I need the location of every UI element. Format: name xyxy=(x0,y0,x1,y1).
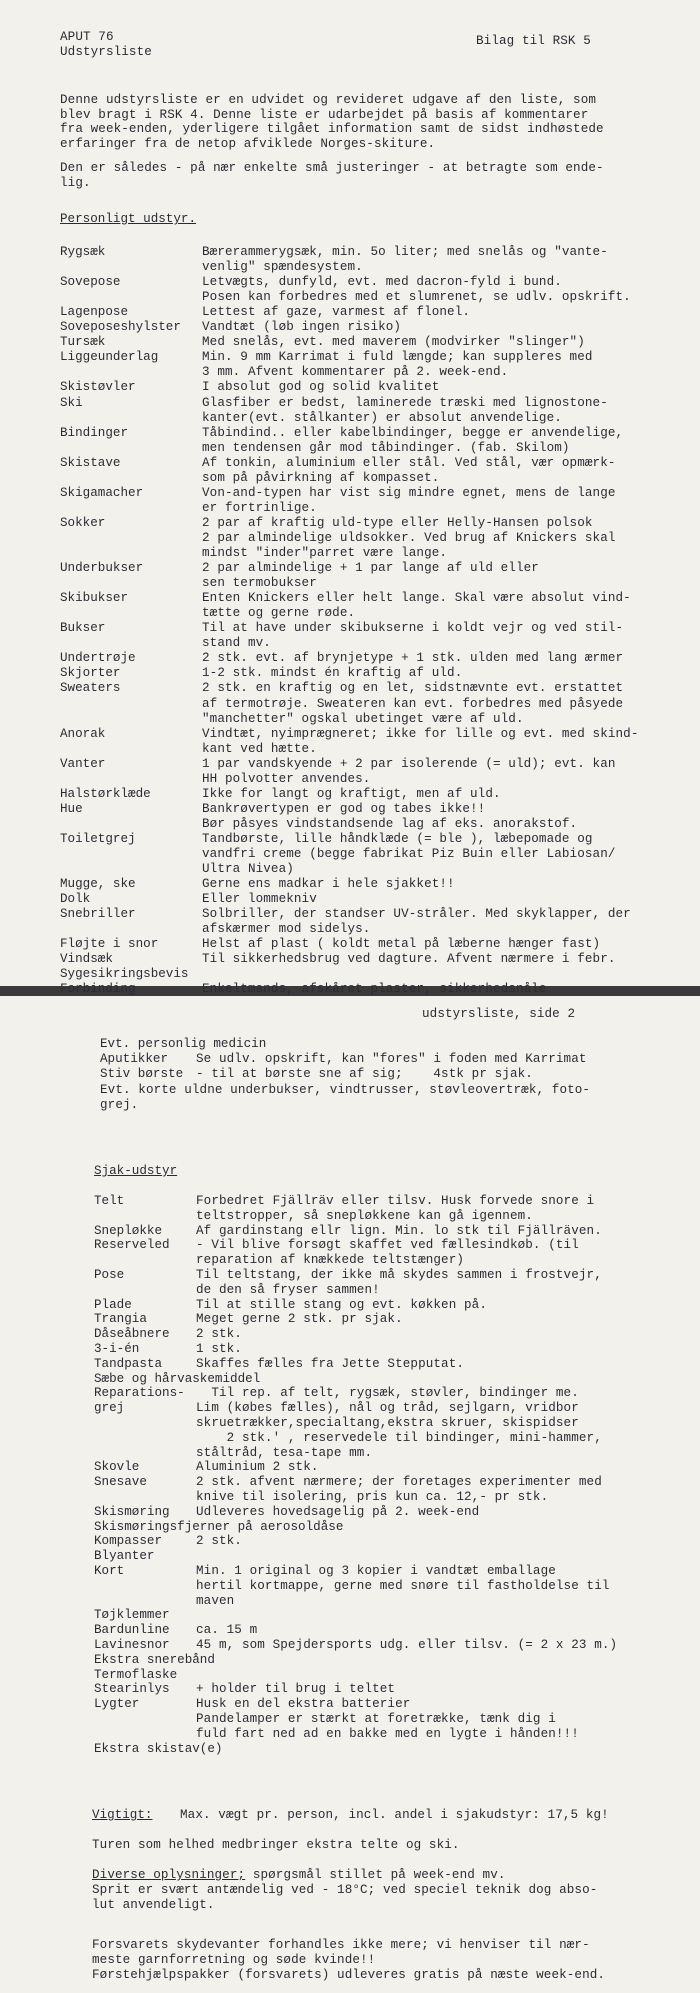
item-description: 2 stk. afvent nærmere; der foretages experimenter med xyxy=(196,1475,602,1490)
item-description: Til at stille stang og evt. køkken på. xyxy=(196,1297,487,1312)
item-label: Kort xyxy=(94,1564,125,1578)
item-label: Lavinesnor xyxy=(94,1638,170,1652)
item-label: Bukser xyxy=(60,621,106,636)
item-label: Snebriller xyxy=(60,907,136,922)
extra-line: Evt. korte uldne underbukser, vindtrusser, støvleovertræk, foto- xyxy=(100,1083,591,1097)
item-description: Letvægts, dunfyld, evt. med dacron-fyld i bund. xyxy=(202,275,562,290)
item-description: "manchetter" ogskal ubetinget være af uld. xyxy=(202,711,524,726)
item-description: 2 stk. xyxy=(196,1327,242,1342)
item-label: Sæbe og hårvaskemiddel xyxy=(94,1371,261,1386)
item-description: Min. 9 mm Karrimat i fuld længde; kan suppleres med xyxy=(202,350,593,365)
item-description: - Vil blive forsøgt skaffet ved fællesindkøb. (til xyxy=(196,1238,579,1253)
item-description: Udleveres hovedsagelig på 2. week-end xyxy=(196,1504,480,1519)
intro-line: fra week-enden, yderligere tilgået information samt de sidst indhøstede xyxy=(60,122,604,136)
item-description: ca. 15 m xyxy=(196,1623,258,1638)
item-description: Gerne ens madkar i hele sjakket!! xyxy=(202,877,455,892)
section-title-sjak: Sjak-udstyr xyxy=(94,1164,178,1178)
item-description: fuld fart ned ad en bakke med en lygte i hånden!!! xyxy=(196,1726,579,1741)
item-description: er fortrinlige. xyxy=(202,500,317,515)
intro-line: lig. xyxy=(60,176,91,190)
page-two-header: udstyrsliste, side 2 xyxy=(422,1007,576,1021)
item-description: Til at have under skibukserne i koldt vejr og ved stil- xyxy=(202,621,624,636)
item-label: Sokker xyxy=(60,515,106,530)
item-label: Sygesikringsbevis xyxy=(60,967,189,982)
item-label: Bindinger xyxy=(60,425,129,440)
item-description: men tendensen går mod tåbindinger. (fab. Skilom) xyxy=(202,440,570,455)
item-description: Til teltstang, der ikke må skydes sammen i frostvejr, xyxy=(196,1268,602,1282)
diverse-line xyxy=(92,1868,506,1883)
intro-line: blev bragt i RSK 4. Denne liste er udarbejdet på basis af kommentarer xyxy=(60,108,589,122)
item-label: Skistave xyxy=(60,455,121,470)
item-label: Ekstra skistav(e) xyxy=(94,1741,223,1756)
item-description: 1-2 stk. mindst én kraftig af uld. xyxy=(202,666,463,681)
item-label: Tandpasta xyxy=(94,1356,163,1371)
item-description: ståltråd, tesa-tape mm. xyxy=(196,1445,373,1460)
diverse-label: Diverse oplysninger; xyxy=(92,1868,246,1882)
item-description: Skaffes fælles fra Jette Stepputat. xyxy=(196,1356,465,1371)
item-description: 2 par af kraftig uld-type eller Helly-Hansen polsok xyxy=(202,515,593,530)
item-label: Telt xyxy=(94,1194,125,1208)
item-label: Ekstra snerebånd xyxy=(94,1652,215,1667)
intro-line: Den er således - på nær enkelte små justeringer - at betragte som ende- xyxy=(60,161,604,175)
item-label: 3-i-én xyxy=(94,1342,140,1356)
item-description: knive til isolering, pris kun ca. 12,- pr stk. xyxy=(196,1490,549,1504)
item-description: 2 stk. en kraftig og en let, sidstnævnte evt. erstattet xyxy=(202,681,624,696)
item-description: Til rep. af telt, rygsæk, støvler, bindinger me. xyxy=(196,1386,579,1401)
item-description: 45 m, som Spejdersports udg. eller tilsv. (= 2 x 23 m.) xyxy=(196,1638,618,1652)
item-label: grej xyxy=(94,1401,125,1416)
item-description: 2 par almindelige + 1 par lange af uld eller xyxy=(202,561,539,576)
item-label: Skismøringsfjerner på aerosoldåse xyxy=(94,1519,344,1534)
intro-line: erfaringer fra de netop afviklede Norges-skiture. xyxy=(60,137,436,151)
item-label: Skovle xyxy=(94,1460,140,1475)
item-label: Termoflaske xyxy=(94,1667,178,1682)
item-description: 2 par almindelige uldsokker. Ved brug af Knickers skal xyxy=(202,530,616,545)
item-description: Posen kan forbedres med et slumrenet, se udlv. opskrift. xyxy=(202,290,631,305)
item-label: Trangia xyxy=(94,1312,147,1327)
item-description: maven xyxy=(196,1593,235,1608)
item-label: Kompasser xyxy=(94,1534,163,1549)
item-description: Bør påsyes vindstandsende lag af eks. anorakstof. xyxy=(202,816,578,831)
item-description: Til sikkerhedsbrug ved dagture. Afvent nærmere i febr. xyxy=(202,952,616,967)
item-label: Skismøring xyxy=(94,1504,170,1519)
item-label: Reparations- xyxy=(94,1386,185,1401)
item-description: I absolut god og solid kvalitet xyxy=(202,380,440,395)
item-description: hertil kortmappe, gerne med snøre til fastholdelse til xyxy=(196,1578,610,1593)
item-description: Af tonkin, aluminium eller stål. Ved stål, vær opmærk- xyxy=(202,455,616,470)
page-two xyxy=(0,996,700,1993)
item-description: skruetrækker,specialtang,ekstra skruer, skispidser xyxy=(196,1416,579,1430)
item-label: Mugge, ske xyxy=(60,877,136,892)
item-label: Plade xyxy=(94,1297,132,1312)
item-description: 3 mm. Afvent kommentarer på 2. week-end. xyxy=(202,365,509,380)
item-description: teltstropper, så snepløkkene kan gå igennem. xyxy=(196,1208,533,1223)
item-label: Dåseåbnere xyxy=(94,1327,170,1342)
intro-line: Denne udstyrsliste er en udvidet og revideret udgave af den liste, som xyxy=(60,93,597,107)
important-label: Vigtigt: xyxy=(92,1808,153,1822)
item-label: Halstørklæde xyxy=(60,786,151,801)
item-label: Snesave xyxy=(94,1475,147,1490)
item-description: af termotrøje. Sweateren kan evt. forbedres med påsyede xyxy=(202,696,624,711)
item-description: Vindtæt, nyimprægneret; ikke for lille og evt. med skind- xyxy=(202,726,639,741)
item-description: Bærerammerygsæk, min. 5o liter; med snelås og "vante- xyxy=(202,245,608,259)
item-description: Ikke for langt og kraftigt, men af uld. xyxy=(202,786,501,801)
section-title-personal: Personligt udstyr. xyxy=(60,212,197,226)
item-label: Snepløkke xyxy=(94,1223,163,1238)
item-label: Skistøvler xyxy=(60,380,136,395)
item-label: Undertrøje xyxy=(60,651,136,666)
item-label: Anorak xyxy=(60,726,106,741)
item-description: Glasfiber er bedst, laminerede træski med lignostone- xyxy=(202,395,608,410)
item-description: afskærmer mod sidelys. xyxy=(202,922,371,937)
item-description: Se udlv. opskrift, kan "fores" i foden med Karrimat xyxy=(196,1052,587,1066)
doc-title: Udstyrsliste xyxy=(60,45,152,59)
item-label: Rygsæk xyxy=(60,245,106,259)
item-description: Tandbørste, lille håndklæde (= ble ), læbepomade og xyxy=(202,831,593,846)
item-label: Skigamacher xyxy=(60,485,144,500)
item-label: Ski xyxy=(60,395,83,410)
item-label: Fløjte i snor xyxy=(60,937,159,952)
item-description: Ultra Nivea) xyxy=(202,862,294,877)
forsvar-line: Forsvarets skydevanter forhandles ikke mere; vi henviser til nær- xyxy=(92,1938,590,1952)
item-label: Bardunline xyxy=(94,1623,170,1638)
item-description: Bankrøvertypen er god og tabes ikke!! xyxy=(202,801,486,816)
item-description: + holder til brug i teltet xyxy=(196,1682,396,1697)
item-description: stand mv. xyxy=(202,636,271,651)
item-label: Vindsæk xyxy=(60,952,113,967)
item-label: Forbinding xyxy=(60,982,136,997)
item-description: 2 stk. evt. af brynjetype + 1 stk. ulden med lang ærmer xyxy=(202,651,624,666)
item-description: venlig" spændesystem. xyxy=(202,260,363,275)
item-description: 1 par vandskyende + 2 par isolerende (= uld); evt. kan xyxy=(202,756,616,771)
item-label: Aputikker xyxy=(100,1052,169,1066)
item-description: Husk en del ekstra batterier xyxy=(196,1697,411,1712)
item-label: Blyanter xyxy=(94,1549,155,1564)
item-description: de den så fryser sammen! xyxy=(196,1282,380,1297)
item-description: Min. 1 original og 3 kopier i vandtæt emballage xyxy=(196,1564,556,1578)
item-description: Eller lommekniv xyxy=(202,892,317,907)
doc-code: APUT 76 xyxy=(60,30,114,44)
forsvar-line: meste garnforretning og søde kvinde!! xyxy=(92,1953,376,1967)
item-description: Pandelamper er stærkt at foretrække, tænk dig i xyxy=(196,1712,556,1726)
item-label: Soveposeshylster xyxy=(60,320,181,335)
important-text: Max. vægt pr. person, incl. andel i sjakudstyr: 17,5 kg! xyxy=(180,1808,609,1822)
item-description: 1 stk. xyxy=(196,1342,242,1356)
item-description: Enten Knickers eller helt lange. Skal være absolut vind- xyxy=(202,591,631,606)
item-description: Tåbindind.. eller kabelbindinger, begge er anvendelige, xyxy=(202,425,624,440)
item-description: som på påvirkning af kompasset. xyxy=(202,470,440,485)
item-description: 2 stk. xyxy=(196,1534,242,1549)
item-description: kanter(evt. stålkanter) er absolut anvendelige. xyxy=(202,410,562,425)
item-label: Lagenpose xyxy=(60,305,129,320)
item-label: Tøjklemmer xyxy=(94,1608,170,1623)
item-label: Underbukser xyxy=(60,561,144,576)
annex-label: Bilag til RSK 5 xyxy=(476,34,591,48)
item-label: Tursæk xyxy=(60,335,106,350)
item-description: Forbedret Fjällräv eller tilsv. Husk forvede snore i xyxy=(196,1194,595,1208)
item-description: Enkeltmands, afskåret plaster, sikkerhedsnåle xyxy=(202,982,547,997)
sprit-line: Sprit er svært antændelig ved - 18°C; ved speciel teknik dog abso- xyxy=(92,1883,598,1897)
item-description: 2 stk.' , reservedele til bindinger, mini-hammer, xyxy=(196,1430,602,1445)
item-description: tætte og gerne røde. xyxy=(202,606,356,621)
forsvar-line: Førstehjælpspakker (forsvarets) udleveres gratis på næste week-end. xyxy=(92,1968,606,1982)
item-description: Lettest af gaze, varmest af flonel. xyxy=(202,305,471,320)
item-description: HH polvotter anvendes. xyxy=(202,771,371,786)
item-description: mindst "inder"parret være lange. xyxy=(202,546,448,560)
item-description: Af gardinstang ellr lign. Min. lo stk til Fjällräven. xyxy=(196,1223,602,1238)
item-label: Stearinlys xyxy=(94,1682,170,1697)
item-label: Hue xyxy=(60,801,83,816)
item-label: Sweaters xyxy=(60,681,121,696)
item-description: Helst af plast ( koldt metal på læberne hænger fast) xyxy=(202,937,601,952)
item-label: Evt. personlig medicin xyxy=(100,1037,267,1051)
sprit-line: lut anvendeligt. xyxy=(92,1898,215,1912)
item-description: Lim (købes fælles), nål og tråd, sejlgarn, vridbor xyxy=(196,1401,579,1416)
item-description: Meget gerne 2 stk. pr sjak. xyxy=(196,1312,403,1327)
item-description: Vandtæt (løb ingen risiko) xyxy=(202,320,402,335)
item-label: Vanter xyxy=(60,756,106,771)
item-description: Aluminium 2 stk. xyxy=(196,1460,319,1475)
item-label: Sovepose xyxy=(60,275,121,290)
item-label: Reserveled xyxy=(94,1238,170,1253)
item-description: reparation af knækkede teltstænger) xyxy=(196,1253,465,1268)
item-description: - til at børste sne af sig; 4stk pr sjak. xyxy=(196,1067,533,1081)
extra-line: grej. xyxy=(100,1098,139,1112)
item-label: Stiv børste xyxy=(100,1067,184,1081)
item-description: Solbriller, der standser UV-stråler. Med skyklapper, der xyxy=(202,907,631,922)
item-label: Toiletgrej xyxy=(60,831,136,846)
diverse-rest: spørgsmål stillet på week-end mv. xyxy=(245,1868,506,1882)
item-label: Lygter xyxy=(94,1697,140,1712)
item-label: Skibukser xyxy=(60,591,129,606)
item-description: kant ved hætte. xyxy=(202,741,317,756)
item-description: Von-and-typen har vist sig mindre egnet, mens de lange xyxy=(202,485,616,500)
item-label: Liggeunderlag xyxy=(60,350,159,365)
item-label: Skjorter xyxy=(60,666,121,681)
item-label: Pose xyxy=(94,1268,125,1282)
item-description: vandfri creme (begge fabrikat Piz Buin eller Labiosan/ xyxy=(202,847,616,861)
item-label: Dolk xyxy=(60,892,91,907)
item-description: Med snelås, evt. med maverem (modvirker "slinger") xyxy=(202,335,585,350)
turen-line: Turen som helhed medbringer ekstra telte og ski. xyxy=(92,1838,460,1852)
item-description: sen termobukser xyxy=(202,576,317,591)
